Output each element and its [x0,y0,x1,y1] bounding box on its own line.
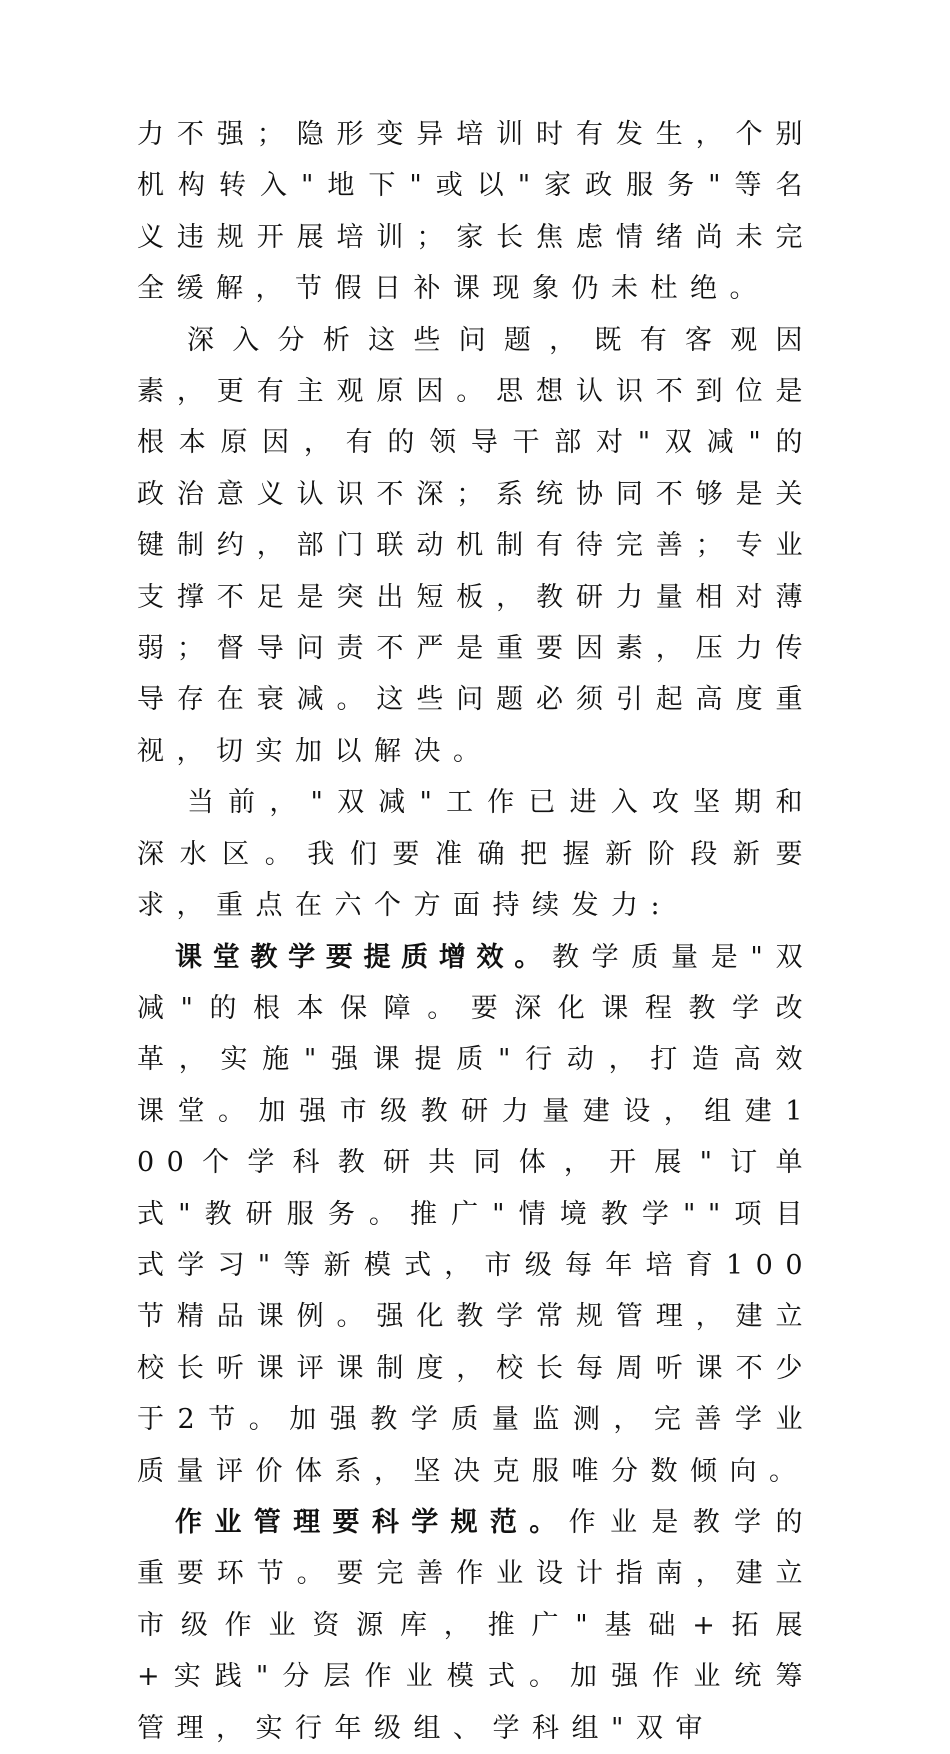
paragraph-text: 作业是教学的重要环节。要完善作业设计指南，建立市级作业资源库，推广"基础+拓展+实践"分层作业模式。加强作业统筹管理，实行年级组、学科组"双审 [137,1506,816,1744]
paragraph-current-stage [137,777,815,931]
section-lead-heading: 作业管理要科学规范。 [175,1506,569,1538]
paragraph-text: 当前，"双减"工作已进入攻坚期和深水区。我们要准确把握新阶段新要求，重点在六个方面持续发力: [137,787,815,922]
document-page [137,109,815,1754]
paragraph-homework-management [137,1497,815,1754]
section-lead-heading: 课堂教学要提质增效。 [175,941,552,973]
paragraph-text: 教学质量是"双减"的根本保障。要深化课程教学改革，实施"强课提质"行动，打造高效课堂。加强市级教研力量建设，组建100个学科教研共同体，开展"订单式"教研服务。推广"情境教学""项目式学习"等新模式，市级每年培育100节精品课例。强化教学常规管理，建立校长听课评课制度，校长每周听课不少于2节。加强教学质量监测，完善学业质量评价体系，坚决克服唯分数倾向。 [137,941,816,1487]
paragraph-root-cause-analysis [137,315,815,778]
paragraph-classroom-teaching [137,932,815,1497]
paragraph-text: 力不强；隐形变异培训时有发生，个别机构转入"地下"或以"家政服务"等名义违规开展培训；家长焦虑情绪尚未完全缓解，节假日补课现象仍未杜绝。 [137,119,815,305]
paragraph-issues-continued [137,109,815,315]
paragraph-text: 深入分析这些问题，既有客观因素，更有主观原因。思想认识不到位是根本原因，有的领导干部对"双减"的政治意义认识不深；系统协同不够是关键制约，部门联动机制有待完善；专业支撑不足是突出短板，教研力量相对薄弱；督导问责不严是重要因素，压力传导存在衰减。这些问题必须引起高度重视，切实加以解决。 [137,324,815,767]
